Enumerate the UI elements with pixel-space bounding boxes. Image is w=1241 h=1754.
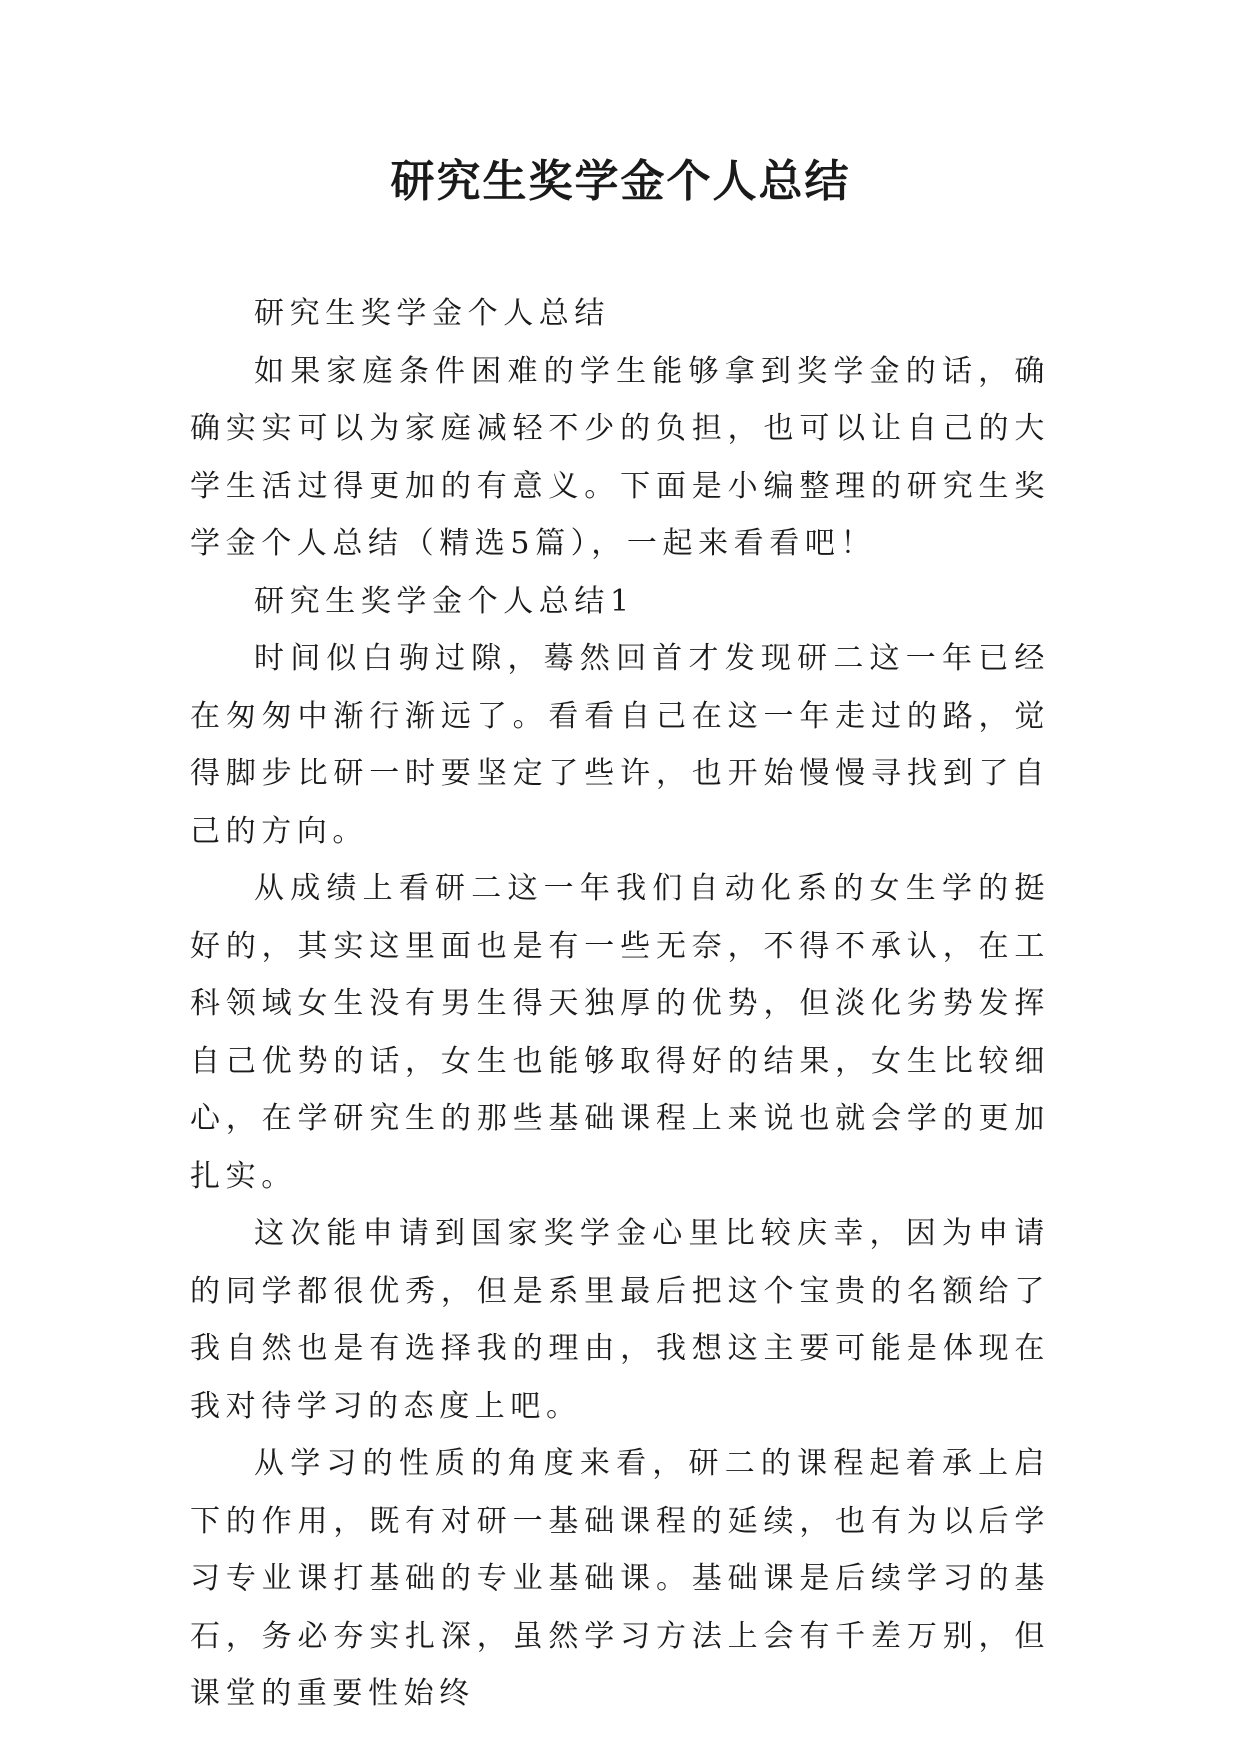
paragraph-intro: 如果家庭条件困难的学生能够拿到奖学金的话，确确实实可以为家庭减轻不少的负担，也可以让自己的大学生活过得更加的有意义。下面是小编整理的研究生奖学金个人总结（精选5篇），一起来看看吧！ [190,353,1050,561]
paragraph-section-heading: 研究生奖学金个人总结1 [254,583,635,619]
document-title: 研究生奖学金个人总结 [390,156,851,207]
paragraph-heading: 研究生奖学金个人总结 [254,296,610,331]
paragraph: 这次能申请到国家奖学金心里比较庆幸，因为申请的同学都很优秀，但是系里最后把这个宝贵的名额给了我自然也是有选择我的理由，我想这主要可能是体现在我对待学习的态度上吧。 [190,1216,1050,1424]
document-body [190,285,1050,1723]
paragraph: 从学习的性质的角度来看，研二的课程起着承上启下的作用，既有对研一基础课程的延续，也有为以后学习专业课打基础的专业基础课。基础课是后续学习的基石，务必夯实扎深，虽然学习方法上会有千差万别，但课堂的重要性始终 [190,1446,1050,1711]
paragraph: 从成绩上看研二这一年我们自动化系的女生学的挺好的，其实这里面也是有一些无奈，不得不承认，在工科领域女生没有男生得天独厚的优势，但淡化劣势发挥自己优势的话，女生也能够取得好的结果，女生比较细心，在学研究生的那些基础课程上来说也就会学的更加扎实。 [190,871,1050,1194]
paragraph: 时间似白驹过隙，蓦然回首才发现研二这一年已经在匆匆中渐行渐远了。看看自己在这一年走过的路，觉得脚步比研一时要坚定了些许，也开始慢慢寻找到了自己的方向。 [190,641,1050,849]
